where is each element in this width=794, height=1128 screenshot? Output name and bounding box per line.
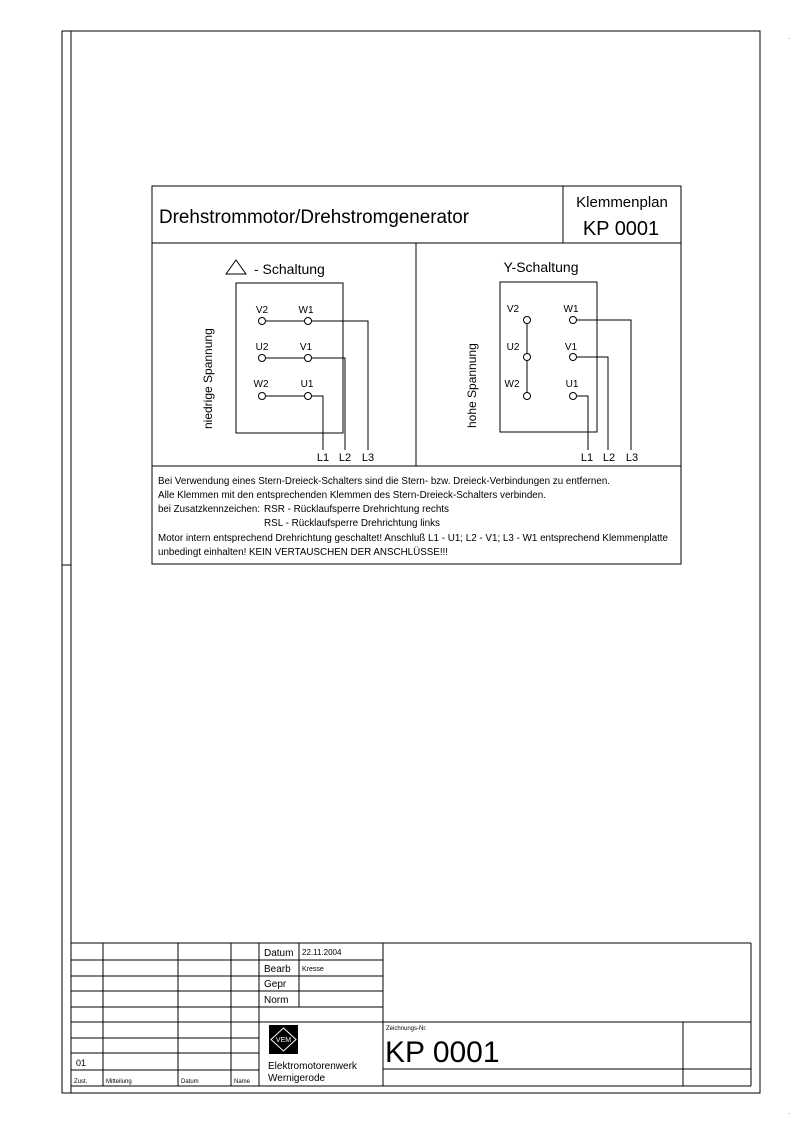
wire-v1-l2 <box>312 358 345 450</box>
sheet-border <box>62 31 760 1093</box>
company-city: Wernigerode <box>268 1073 326 1084</box>
terminal-label: V1 <box>299 342 313 353</box>
terminal-w1 <box>570 317 577 324</box>
note-line: Bei Verwendung eines Stern-Dreieck-Schalters sind die Stern- bzw. Dreieck-Verbindungen zu entfernen. <box>158 476 610 487</box>
terminal-label: U2 <box>506 342 520 353</box>
line-label-l3: L3 <box>361 452 375 464</box>
star-panel <box>465 259 638 464</box>
note-line: unbedingt einhalten! KEIN VERTAUSCHEN DER ANSCHLÜSSE!!! <box>158 547 454 558</box>
notes-block <box>158 476 668 558</box>
label-bearb: Bearb <box>264 964 291 975</box>
terminal-v1 <box>570 354 577 361</box>
corner-mark: · <box>788 1111 790 1117</box>
terminal-w2 <box>259 393 266 400</box>
vem-logo <box>269 1025 298 1054</box>
revision-index: 01 <box>76 1058 87 1068</box>
terminal-label: V2 <box>255 305 269 316</box>
footer-datum: Datum <box>181 1079 199 1085</box>
wire-w1-l3 <box>312 321 368 450</box>
wire-v1-l2 <box>577 357 608 450</box>
terminal-u2 <box>259 355 266 362</box>
terminal-u1 <box>570 393 577 400</box>
note-line: RSL - Rücklaufsperre Drehrichtung links <box>264 518 440 529</box>
line-label-l2: L2 <box>338 452 352 464</box>
footer-zust: Zust. <box>74 1079 88 1085</box>
star-side-label: hohe Spannung <box>465 343 479 428</box>
terminal-w1 <box>305 318 312 325</box>
delta-panel <box>201 260 374 464</box>
delta-triangle-icon <box>226 260 246 274</box>
terminal-label: W1 <box>563 304 579 315</box>
plan-number: KP 0001 <box>582 218 660 240</box>
terminal-label: U1 <box>565 379 579 390</box>
line-label-l3: L3 <box>625 452 639 464</box>
delta-side-label: niedrige Spannung <box>201 328 215 429</box>
value-datum: 22.11.2004 <box>302 948 342 957</box>
note-line: Alle Klemmen mit den entsprechenden Klemmen des Stern-Dreieck-Schalters verbinden. <box>158 490 546 501</box>
drawing-number-label: Zeichnungs-Nr. <box>386 1026 427 1032</box>
corner-mark: · <box>788 36 790 42</box>
line-label-l1: L1 <box>316 452 330 464</box>
terminal-v2 <box>524 317 531 324</box>
drawing-number: KP 0001 <box>385 1036 500 1069</box>
terminal-v1 <box>305 355 312 362</box>
label-gepr: Gepr <box>264 979 287 990</box>
footer-name: Name <box>234 1079 251 1085</box>
wire-u1-l1 <box>312 396 323 450</box>
terminal-diagram <box>152 186 681 564</box>
terminal-label: V2 <box>506 304 520 315</box>
line-label-l2: L2 <box>602 452 616 464</box>
note-line: Motor intern entsprechend Drehrichtung geschaltet! Anschluß L1 - U1; L2 - V1; L3 - W1 entsprechend Klemmenplatte <box>158 533 669 544</box>
terminal-v2 <box>259 318 266 325</box>
plan-label: Klemmenplan <box>576 194 668 211</box>
footer-mitteilung: Mitteilung <box>106 1079 132 1085</box>
terminal-label: U1 <box>300 379 314 390</box>
label-norm: Norm <box>264 995 289 1006</box>
wire-u1-l1 <box>577 396 588 450</box>
terminal-label: W2 <box>504 379 520 390</box>
wire-w1-l3 <box>577 320 631 450</box>
terminal-label: V1 <box>564 342 578 353</box>
terminal-label: W1 <box>298 305 314 316</box>
terminal-label: U2 <box>255 342 269 353</box>
logo-text: VEM <box>275 1037 292 1044</box>
value-bearb: Kresse <box>302 966 324 973</box>
terminal-u2 <box>524 354 531 361</box>
company-name: Elektromotorenwerk <box>268 1061 357 1072</box>
terminal-w2 <box>524 393 531 400</box>
terminal-u1 <box>305 393 312 400</box>
label-datum: Datum <box>264 948 294 959</box>
terminal-label: W2 <box>253 379 269 390</box>
diagram-title: Drehstrommotor/Drehstromgenerator <box>159 207 470 228</box>
title-block-text <box>74 948 500 1085</box>
delta-title: - Schaltung <box>254 261 325 277</box>
note-line: RSR - Rücklaufsperre Drehrichtung rechts <box>264 504 449 515</box>
note-line: bei Zusatzkennzeichen: <box>158 504 260 515</box>
star-title: Y-Schaltung <box>503 259 579 275</box>
line-label-l1: L1 <box>580 452 594 464</box>
